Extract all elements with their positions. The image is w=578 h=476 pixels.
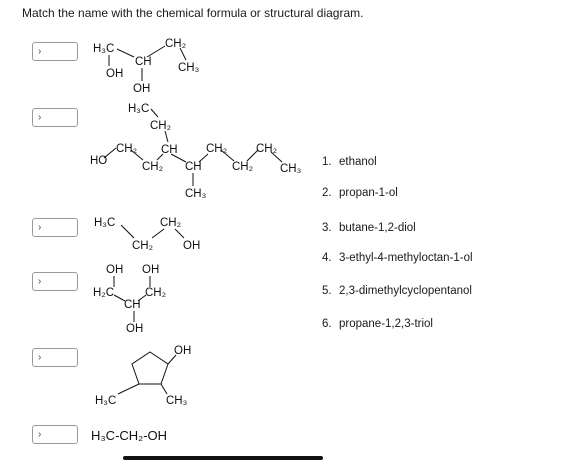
s2-h3c: H₃C <box>128 103 150 115</box>
option-5: 5. 2,3-dimethylcyclopentanol <box>322 285 472 297</box>
structure-3 <box>94 217 200 252</box>
s2-ch2e: CH₂ <box>142 161 164 173</box>
s2-ch2f: CH₂ <box>232 161 254 173</box>
s3-oh: OH <box>183 240 201 252</box>
scroll-indicator[interactable] <box>123 456 323 460</box>
option-3: 3. butane-1,2-diol <box>322 222 416 234</box>
s6-formula: H₃C-CH₂-OH <box>91 428 168 443</box>
s4-oh1: OH <box>106 264 124 276</box>
option-2: 2. propan-1-ol <box>322 187 398 199</box>
option-label: propan-1-ol <box>339 187 398 199</box>
option-4: 4. 3-ethyl-4-methyloctan-1-ol <box>322 252 473 264</box>
s3-ch2a: CH₂ <box>160 217 182 229</box>
s1-oh2: OH <box>133 83 151 95</box>
structure-1 <box>93 38 200 95</box>
option-label: propane-1,2,3-triol <box>339 318 433 330</box>
option-label: 3-ethyl-4-methyloctan-1-ol <box>339 252 473 264</box>
s2-ch2c: CH₂ <box>206 143 228 155</box>
s5-oh: OH <box>174 345 192 357</box>
s2-ch3b: CH₃ <box>185 188 207 200</box>
s4-h2c: H₂C <box>93 287 115 299</box>
structure-4 <box>93 264 166 335</box>
s4-ch2: CH₂ <box>145 287 167 299</box>
s2-ch-a: CH <box>161 144 178 156</box>
s1-ch: CH <box>135 56 152 68</box>
s2-ch-b: CH <box>185 161 202 173</box>
option-1: 1. ethanol <box>322 156 377 168</box>
s1-oh1: OH <box>106 68 124 80</box>
option-6: 6. propane-1,2,3-triol <box>322 318 433 330</box>
chevron-icon: › <box>38 112 42 123</box>
structure-6 <box>91 428 167 443</box>
s2-ch2d: CH₂ <box>256 143 278 155</box>
s5-ch3: CH₃ <box>166 395 188 407</box>
s2-ch2b: CH₂ <box>116 143 138 155</box>
s1-ch3: CH₃ <box>178 62 200 74</box>
chevron-icon: › <box>38 46 42 57</box>
chevron-icon: › <box>38 429 42 440</box>
chevron-icon: › <box>38 352 42 363</box>
s2-ho: HO <box>90 155 108 167</box>
s5-h3c: H₃C <box>95 395 117 407</box>
chevron-icon: › <box>38 222 42 233</box>
structure-2 <box>90 103 302 200</box>
s1-ch2: CH₂ <box>165 38 187 50</box>
option-label: butane-1,2-diol <box>339 222 416 234</box>
s4-oh2: OH <box>142 264 160 276</box>
s4-oh3: OH <box>126 323 144 335</box>
s4-ch: CH <box>124 299 141 311</box>
s3-h3c: H₃C <box>94 217 116 229</box>
s3-ch2b: CH₂ <box>132 240 154 252</box>
option-label: 2,3-dimethylcyclopentanol <box>339 285 472 297</box>
s2-ch3a: CH₃ <box>280 163 302 175</box>
chevron-icon: › <box>38 276 42 287</box>
s1-h3c: H₃C <box>93 43 115 55</box>
option-label: ethanol <box>339 156 377 168</box>
s2-ch2a: CH₂ <box>150 120 172 132</box>
instruction-text: Match the name with the chemical formula or structural diagram. <box>22 6 364 20</box>
structure-5 <box>95 345 191 407</box>
